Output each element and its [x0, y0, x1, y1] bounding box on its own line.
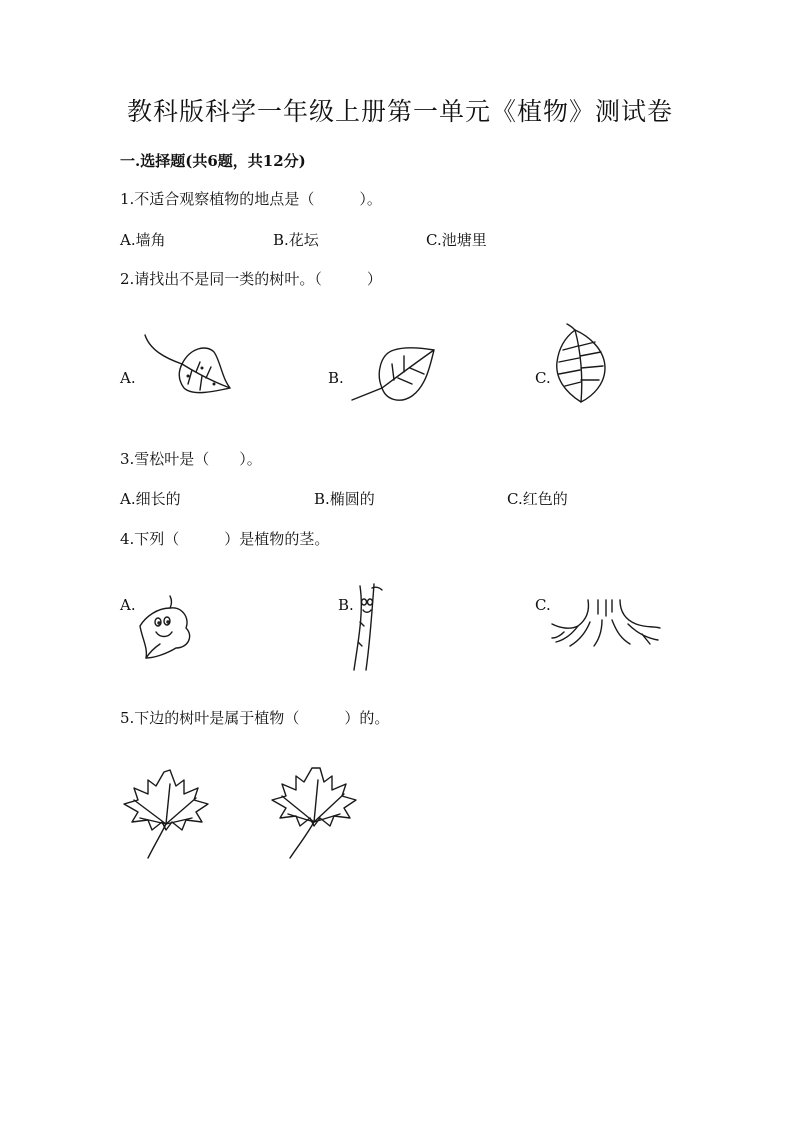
question-3-option-a[interactable]: A.细长的 — [120, 490, 181, 508]
question-3-option-b[interactable]: B.椭圆的 — [314, 490, 375, 508]
question-4-option-c[interactable]: C. — [535, 596, 551, 614]
question-3-option-c[interactable]: C.红色的 — [507, 490, 568, 508]
question-2-text: 2.请找出不是同一类的树叶。（ ） — [120, 270, 382, 288]
maple-leaf-icon — [266, 766, 358, 860]
cartoon-stem-icon — [350, 582, 386, 672]
question-3-text: 3.雪松叶是（ ）。 — [120, 450, 262, 468]
tree-roots-icon — [550, 598, 662, 650]
question-1-option-c[interactable]: C.池塘里 — [426, 231, 487, 249]
question-4-option-b[interactable]: B. — [338, 596, 354, 614]
page-title: 教科版科学一年级上册第一单元《植物》测试卷 — [126, 97, 673, 126]
question-2-option-b[interactable]: B. — [328, 369, 344, 387]
maple-leaf-icon — [120, 768, 212, 860]
question-1-option-a[interactable]: A.墙角 — [120, 231, 166, 249]
question-1-option-b[interactable]: B.花坛 — [273, 231, 319, 249]
question-1-text: 1.不适合观察植物的地点是（ ）。 — [120, 190, 382, 208]
question-2-option-c[interactable]: C. — [535, 369, 551, 387]
cartoon-leaf-icon — [136, 592, 196, 662]
elm-leaf-icon — [553, 322, 613, 404]
poplar-leaf-icon — [140, 330, 235, 405]
question-2-option-a[interactable]: A. — [120, 369, 136, 387]
question-4-text: 4.下列（ ）是植物的茎。 — [120, 530, 330, 548]
question-4-option-a[interactable]: A. — [120, 596, 136, 614]
section-heading: 一.选择题(共6题，共12分) — [120, 152, 306, 170]
poplar-leaf-icon — [348, 344, 438, 406]
question-5-text: 5.下边的树叶是属于植物（ ）的。 — [120, 709, 390, 727]
